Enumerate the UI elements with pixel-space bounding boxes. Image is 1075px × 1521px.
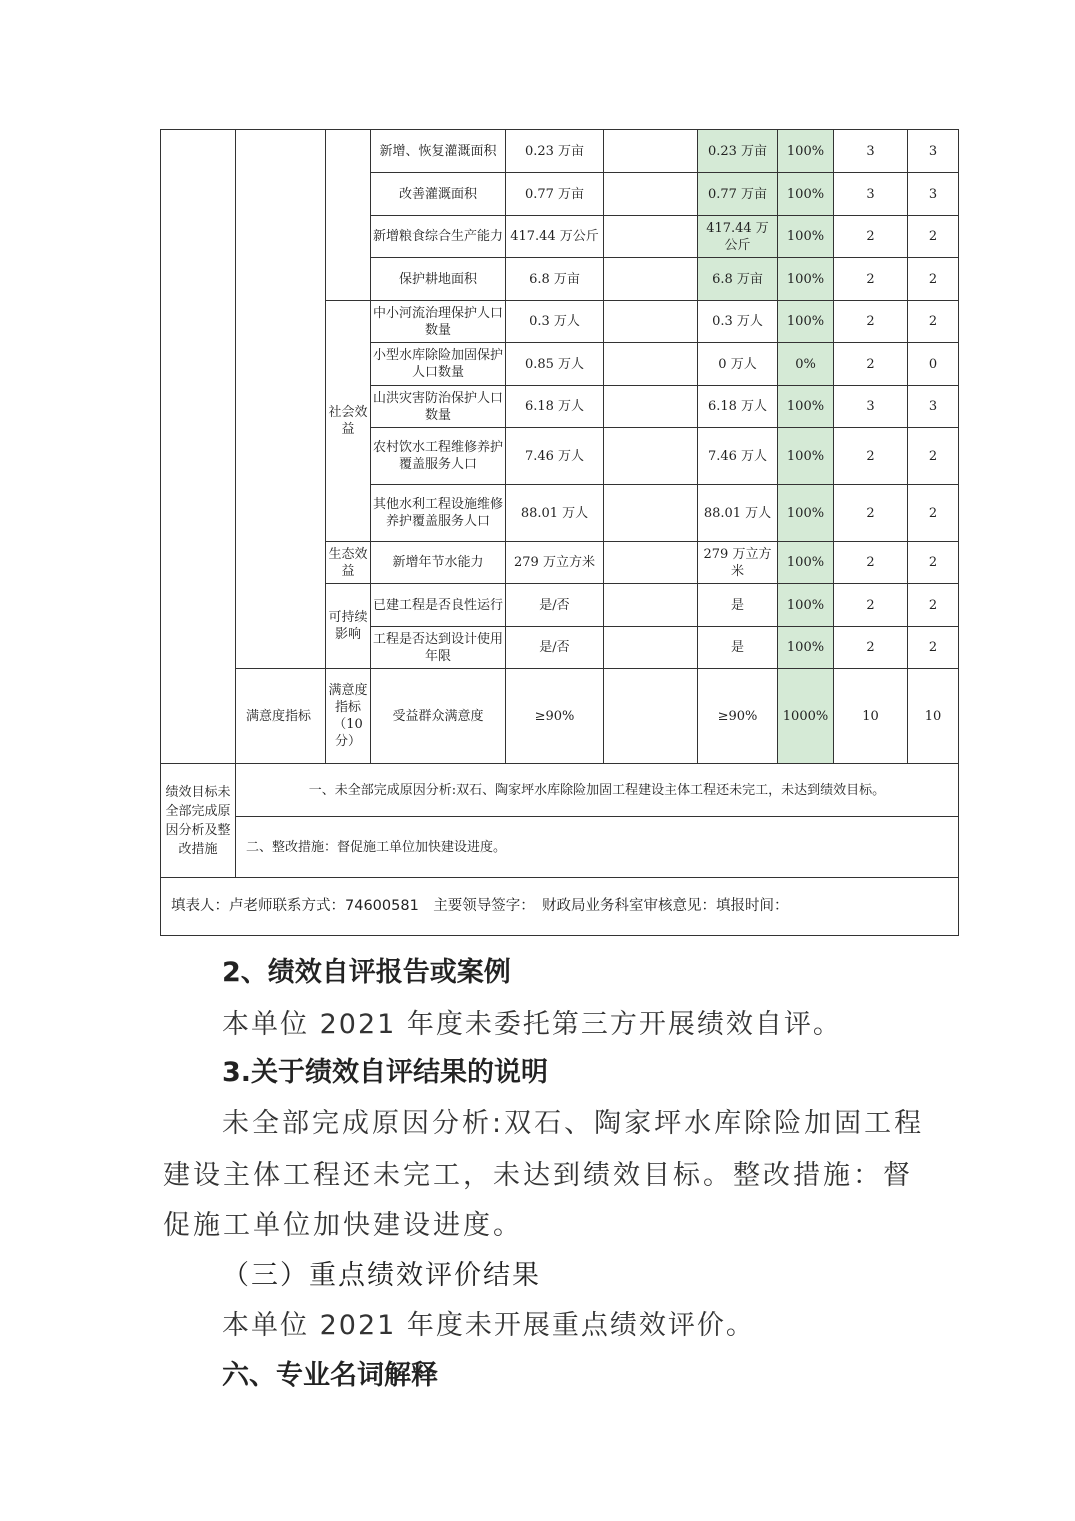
actual-cell: 0 万人	[698, 343, 778, 386]
reason-text: 一、未全部完成原因分析:双石、陶家坪水库除险加固工程建设主体工程还未完工，未达到绩效目标。	[236, 764, 959, 817]
blank-cell	[604, 343, 698, 386]
score-cell: 3	[908, 386, 959, 428]
blank-cell	[604, 485, 698, 542]
rate-cell: 100%	[778, 173, 834, 216]
rate-cell: 100%	[778, 258, 834, 301]
weight-cell: 2	[834, 485, 908, 542]
weight-cell: 10	[834, 669, 908, 764]
level1-satisfaction: 满意度指标	[236, 669, 326, 764]
score-cell: 2	[908, 584, 959, 627]
indicator-cell: 已建工程是否良性运行	[371, 584, 506, 627]
indicator-cell: 其他水利工程设施维修养护覆盖服务人口	[371, 485, 506, 542]
indicator-cell: 保护耕地面积	[371, 258, 506, 301]
level1-cell	[236, 130, 326, 669]
actual-cell: 是	[698, 627, 778, 669]
blank-cell	[604, 258, 698, 301]
actual-cell: 88.01 万人	[698, 485, 778, 542]
paragraph-result-line3: 促施工单位加快建设进度。	[163, 1210, 523, 1241]
weight-cell: 2	[834, 584, 908, 627]
blank-cell	[604, 130, 698, 173]
rate-cell: 100%	[778, 301, 834, 343]
weight-cell: 2	[834, 216, 908, 258]
score-cell: 2	[908, 428, 959, 485]
target-cell: 6.8 万亩	[506, 258, 604, 301]
blank-cell	[604, 627, 698, 669]
performance-table	[160, 129, 959, 936]
rate-cell: 100%	[778, 216, 834, 258]
target-cell: 417.44 万公斤	[506, 216, 604, 258]
blank-cell	[604, 669, 698, 764]
actual-cell: 0.23 万亩	[698, 130, 778, 173]
measure-text: 二、整改措施：督促施工单位加快建设进度。	[236, 817, 959, 878]
indicator-cell: 小型水库除险加固保护人口数量	[371, 343, 506, 386]
weight-cell: 2	[834, 627, 908, 669]
target-cell: 0.85 万人	[506, 343, 604, 386]
weight-cell: 2	[834, 343, 908, 386]
category-economic	[326, 130, 371, 301]
target-cell: ≥90%	[506, 669, 604, 764]
blank-cell	[604, 216, 698, 258]
indicator-cell: 新增、恢复灌溉面积	[371, 130, 506, 173]
actual-cell: 6.18 万人	[698, 386, 778, 428]
score-cell: 2	[908, 258, 959, 301]
score-cell: 2	[908, 627, 959, 669]
level0-cell	[161, 130, 236, 764]
category-social: 社会效益	[326, 301, 371, 542]
blank-cell	[604, 173, 698, 216]
target-cell: 279 万立方米	[506, 542, 604, 584]
score-cell: 2	[908, 485, 959, 542]
score-cell: 2	[908, 301, 959, 343]
score-cell: 0	[908, 343, 959, 386]
category-sustainable: 可持续影响	[326, 584, 371, 669]
heading-report: 2、绩效自评报告或案例	[222, 957, 511, 988]
table-row	[161, 817, 959, 878]
category-ecological: 生态效益	[326, 542, 371, 584]
weight-cell: 2	[834, 301, 908, 343]
actual-cell: 6.8 万亩	[698, 258, 778, 301]
target-cell: 是/否	[506, 584, 604, 627]
blank-cell	[604, 584, 698, 627]
heading-terms: 六、专业名词解释	[222, 1360, 438, 1391]
score-cell: 2	[908, 542, 959, 584]
paragraph-result-line2: 建设主体工程还未完工，未达到绩效目标。整改措施：督	[163, 1160, 913, 1191]
paragraph-key-evaluation: 本单位 2021 年度未开展重点绩效评价。	[222, 1310, 755, 1341]
heading-key-evaluation: （三）重点绩效评价结果	[222, 1260, 541, 1291]
table-row	[161, 669, 959, 764]
indicator-cell: 工程是否达到设计使用年限	[371, 627, 506, 669]
weight-cell: 2	[834, 542, 908, 584]
rate-cell: 0%	[778, 343, 834, 386]
rate-cell: 100%	[778, 485, 834, 542]
actual-cell: 是	[698, 584, 778, 627]
target-cell: 88.01 万人	[506, 485, 604, 542]
table-footer: 填表人：卢老师联系方式：74600581 主要领导签字： 财政局业务科室审核意见：填报时间：	[161, 878, 959, 936]
target-cell: 0.3 万人	[506, 301, 604, 343]
heading-result: 3.关于绩效自评结果的说明	[222, 1057, 549, 1088]
reason-label: 绩效目标未全部完成原因分析及整改措施	[161, 764, 236, 878]
paragraph-report: 本单位 2021 年度未委托第三方开展绩效自评。	[222, 1009, 842, 1040]
indicator-cell: 农村饮水工程维修养护覆盖服务人口	[371, 428, 506, 485]
target-cell: 6.18 万人	[506, 386, 604, 428]
indicator-cell: 新增年节水能力	[371, 542, 506, 584]
score-cell: 3	[908, 173, 959, 216]
actual-cell: 279 万立方米	[698, 542, 778, 584]
rate-cell: 100%	[778, 584, 834, 627]
paragraph-result-line1: 未全部完成原因分析:双石、陶家坪水库除险加固工程	[222, 1108, 925, 1139]
target-cell: 7.46 万人	[506, 428, 604, 485]
blank-cell	[604, 301, 698, 343]
indicator-cell: 新增粮食综合生产能力	[371, 216, 506, 258]
actual-cell: ≥90%	[698, 669, 778, 764]
rate-cell: 100%	[778, 627, 834, 669]
weight-cell: 2	[834, 428, 908, 485]
category-satisfaction: 满意度指标（10分）	[326, 669, 371, 764]
indicator-cell: 改善灌溉面积	[371, 173, 506, 216]
indicator-cell: 中小河流治理保护人口数量	[371, 301, 506, 343]
actual-cell: 7.46 万人	[698, 428, 778, 485]
rate-cell: 100%	[778, 428, 834, 485]
weight-cell: 3	[834, 173, 908, 216]
score-cell: 3	[908, 130, 959, 173]
weight-cell: 3	[834, 386, 908, 428]
weight-cell: 2	[834, 258, 908, 301]
blank-cell	[604, 386, 698, 428]
actual-cell: 417.44 万公斤	[698, 216, 778, 258]
target-cell: 是/否	[506, 627, 604, 669]
rate-cell: 100%	[778, 130, 834, 173]
rate-cell: 100%	[778, 542, 834, 584]
indicator-cell: 山洪灾害防治保护人口数量	[371, 386, 506, 428]
table-row	[161, 764, 959, 817]
blank-cell	[604, 428, 698, 485]
actual-cell: 0.3 万人	[698, 301, 778, 343]
score-cell: 10	[908, 669, 959, 764]
blank-cell	[604, 542, 698, 584]
actual-cell: 0.77 万亩	[698, 173, 778, 216]
target-cell: 0.77 万亩	[506, 173, 604, 216]
indicator-cell: 受益群众满意度	[371, 669, 506, 764]
table-row	[161, 878, 959, 936]
rate-cell: 100%	[778, 386, 834, 428]
score-cell: 2	[908, 216, 959, 258]
table-row	[161, 130, 959, 173]
rate-cell: 1000%	[778, 669, 834, 764]
weight-cell: 3	[834, 130, 908, 173]
target-cell: 0.23 万亩	[506, 130, 604, 173]
